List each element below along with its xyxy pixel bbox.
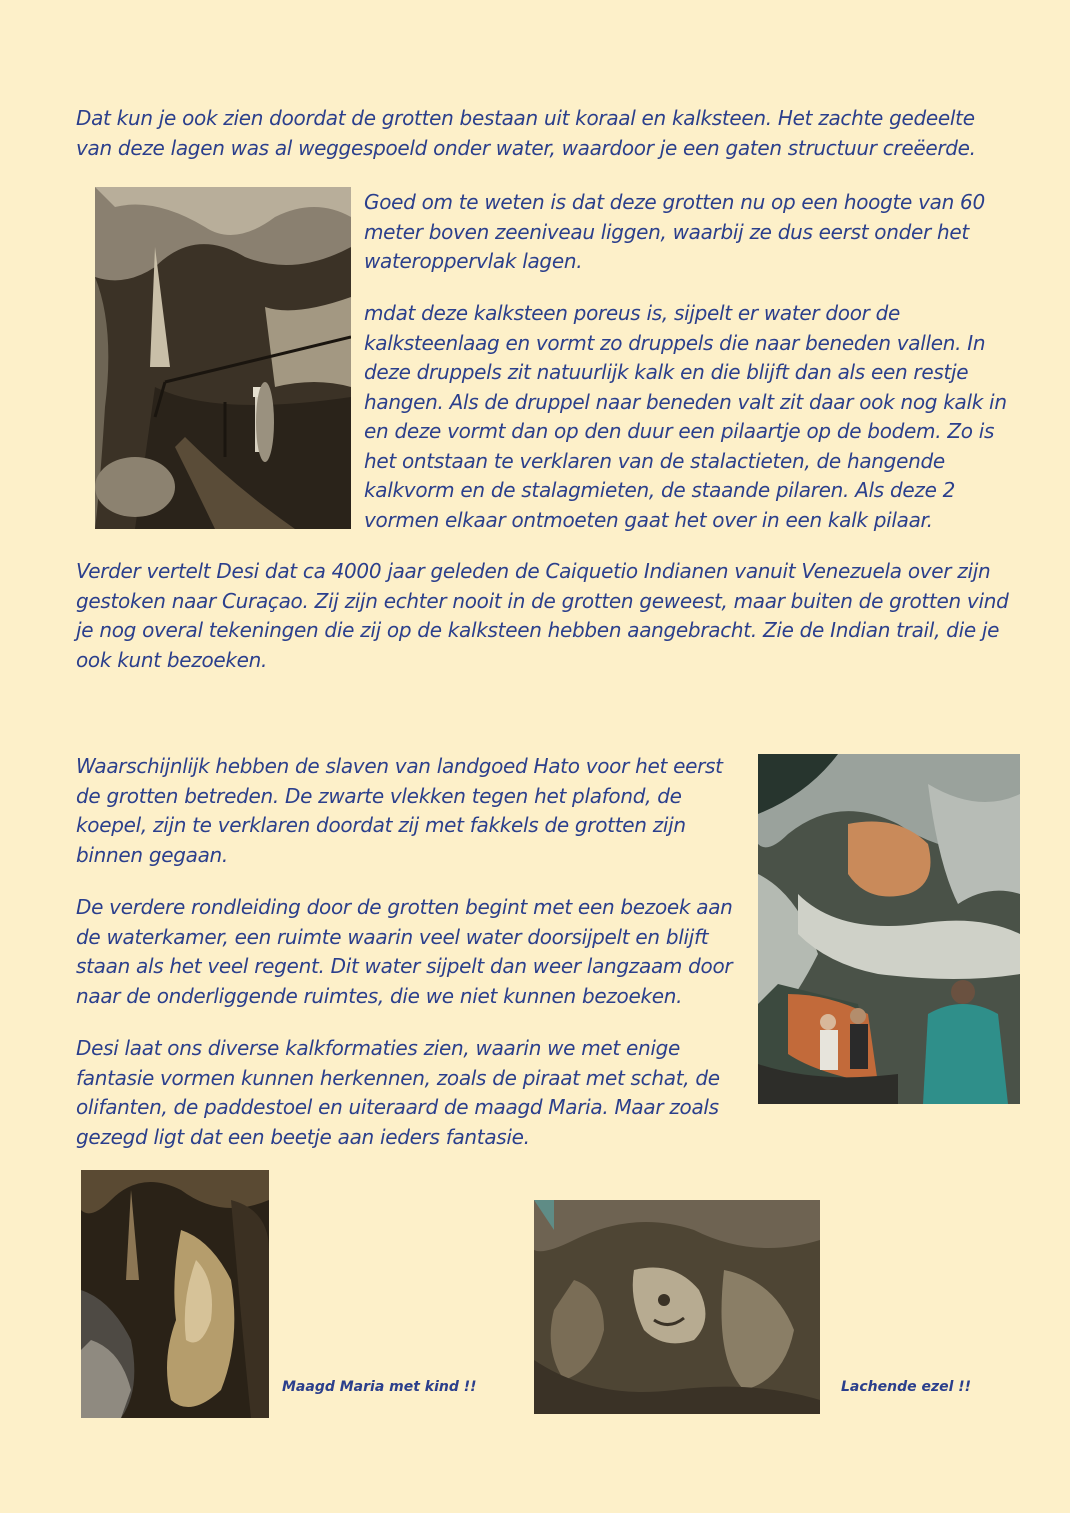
paragraph-formations: Desi laat ons diverse kalkformaties zien, waarin we met enige fantasie vormen kunnen herkennen, zoals de piraat met schat, de olifanten, de paddestoel en uiteraard de maagd Maria. Maar zoals gezegd ligt dat een beetje aan ieders fantasie.	[76, 1036, 720, 1149]
paragraph-slaves-hato: Waarschijnlijk hebben de slaven van landgoed Hato voor het eerst de grotten betreden. De zwarte vlekken tegen het plafond, de koepel, zijn te verklaren doordat zij met fakkels de grotten zijn binnen gegaan.	[76, 754, 723, 867]
lachende-ezel-photo	[534, 1200, 820, 1414]
caption-maagd-maria: Maagd Maria met kind !!	[282, 1379, 477, 1395]
caption-lachende-ezel: Lachende ezel !!	[841, 1379, 972, 1395]
paragraph-stalactites: mdat deze kalksteen poreus is, sijpelt er water door de kalksteenlaag en vormt zo druppels die naar beneden vallen. In deze druppels zit natuurlijk kalk en die blijft dan als een restje hangen. Als de druppel naar beneden valt zit daar ook nog kalk in en deze vormt dan op den duur een pilaartje op de bodem. Zo is het ontstaan te verklaren van de stalactieten, de hangende kalkvorm en de stalagmieten, de staande pilaren. Als deze 2 vormen elkaar ontmoeten gaat het over in een kalk pilaar.	[364, 301, 1007, 532]
paragraph-water-room: De verdere rondleiding door de grotten begint met een bezoek aan de waterkamer, een ruimte waarin veel water doorsijpelt en blijft staan als het veel regent. Dit water sijpelt dan weer langzaam door naar de onderliggende ruimtes, die we niet kunnen bezoeken.	[76, 895, 733, 1008]
paragraph-coral-limestone: Dat kun je ook zien doordat de grotten bestaan uit koraal en kalksteen. Het zachte gedeelte van deze lagen was al weggespoeld onder water, waardoor je een gaten structuur creëerde.	[76, 106, 976, 160]
maagd-maria-photo	[81, 1170, 269, 1418]
paragraph-caiquetio-indians: Verder vertelt Desi dat ca 4000 jaar geleden de Caiquetio Indianen vanuit Venezuela over zijn gestoken naar Curaçao. Zij zijn echter nooit in de grotten geweest, maar buiten de grotten vind je nog overal tekeningen die zij op de kalksteen hebben aangebracht. Zie de Indian trail, die je ook kunt bezoeken.	[76, 559, 1009, 672]
cave-path-photo	[95, 187, 351, 529]
cave-visitors-photo	[758, 754, 1020, 1104]
paragraph-height-sea-level: Goed om te weten is dat deze grotten nu op een hoogte van 60 meter boven zeeniveau liggen, waarbij ze dus eerst onder het wateroppervlak lagen.	[364, 190, 985, 273]
